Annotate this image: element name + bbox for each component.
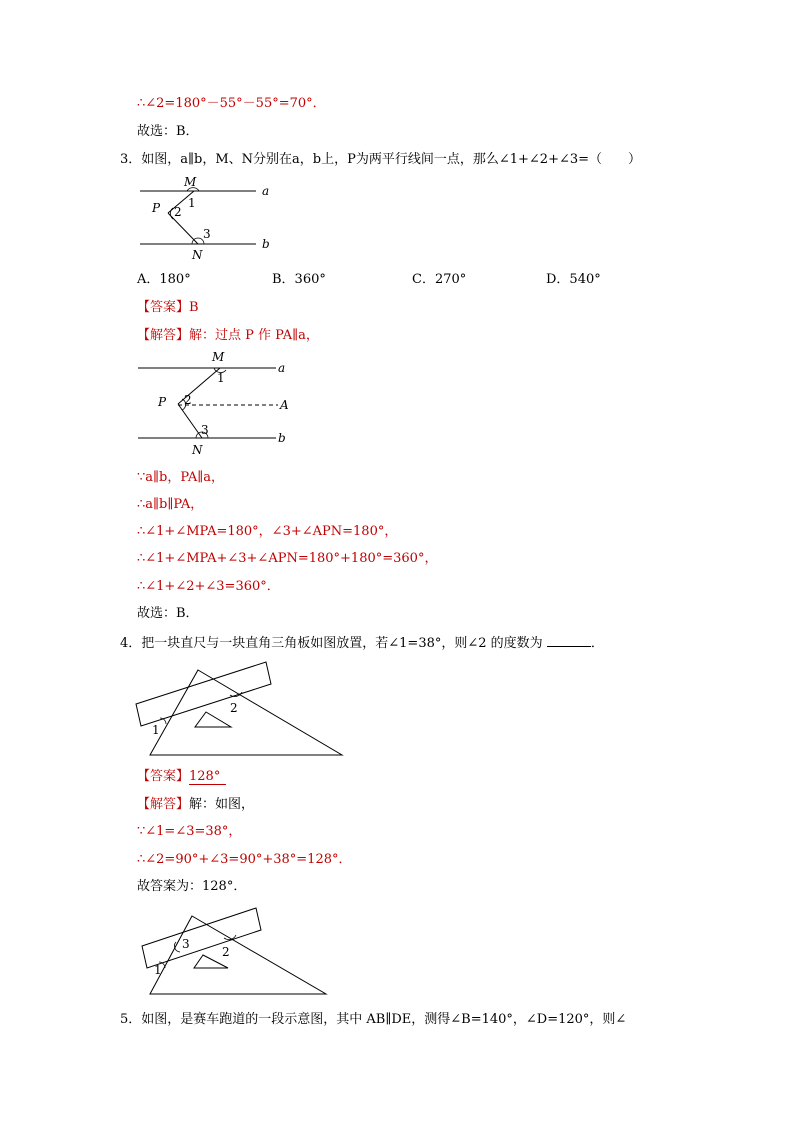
q3-option-d: D．540°: [546, 272, 601, 287]
q3-fig-label-3: 3: [203, 227, 211, 241]
q3-sol-label-A: A: [280, 398, 289, 412]
q3-conclusion: 故选：B．: [137, 606, 199, 621]
q3-solution-figure: [130, 344, 300, 462]
q4-sol-label-1: 1: [154, 963, 162, 977]
q3-fig-label-P: P: [152, 201, 161, 215]
q4-solution-line: [137, 797, 254, 813]
q4-solution-figure: [140, 904, 336, 1000]
q3-sol-label-a: a: [278, 361, 286, 375]
q4-answer: 128°: [189, 769, 226, 785]
q3-sol-label-2: 2: [184, 393, 192, 407]
q4-step-2: ∴∠2=90°+∠3=90°+38°=128°．: [137, 852, 352, 867]
q3-step-3: ∴∠1+∠MPA=180°，∠3+∠APN=180°，: [137, 524, 398, 539]
prev-solution-conclusion: 故选：B．: [137, 124, 199, 139]
q3-solution-label: 【解答】: [137, 328, 190, 343]
q3-stem: 3．如图，a∥b，M、N分别在a，b上，P为两平行线间一点，那么∠1+∠2+∠3=（ ）: [120, 152, 642, 167]
q5-stem: 5．如图，是赛车跑道的一段示意图，其中 AB∥DE，测得∠B=140°，∠D=120°，则∠: [120, 1012, 627, 1027]
q3-solution-line: [137, 328, 319, 344]
q4-step-1: ∵∠1=∠3=38°，: [137, 824, 242, 839]
q4-sol-label-3: 3: [182, 937, 190, 951]
q3-fig-label-b: b: [262, 237, 270, 251]
prev-solution-line-1: ∴∠2=180°－55°－55°=70°．: [137, 96, 326, 111]
q3-fig-label-M: M: [184, 175, 197, 189]
q3-figure: [130, 172, 290, 266]
q4-stem-end: ．: [590, 636, 604, 651]
q3-option-c: C．270°: [412, 272, 467, 287]
q3-answer-line: [137, 300, 199, 316]
q4-fig-label-1: 1: [152, 723, 160, 737]
q3-sol-label-N: N: [192, 443, 203, 457]
q3-fig-label-a: a: [262, 184, 270, 198]
q4-sol-label-2: 2: [222, 945, 230, 959]
q4-solution-label: 【解答】: [137, 797, 190, 812]
q3-step-1: ∵a∥b，PA∥a，: [137, 470, 225, 485]
q3-step-2: ∴a∥b∥PA，: [137, 497, 204, 512]
q3-sol-label-1: 1: [217, 371, 225, 385]
q4-stem-text: 4．把一块直尺与一块直角三角板如图放置，若∠1=38°，则∠2 的度数为: [120, 636, 543, 651]
q3-sol-label-3: 3: [201, 423, 209, 437]
q4-conclusion: 故答案为：128°．: [137, 879, 247, 894]
q3-fig-label-2: 2: [174, 205, 182, 219]
q4-answer-label: 【答案】: [137, 769, 190, 784]
q3-option-a: A．180°: [137, 272, 191, 287]
q4-solution-intro: 解：如图，: [189, 797, 255, 812]
q3-sol-label-P: P: [158, 395, 167, 409]
q3-step-4: ∴∠1+∠MPA+∠3+∠APN=180°+180°=360°，: [137, 551, 438, 566]
q4-fig-label-2: 2: [230, 701, 238, 715]
q3-sol-label-b: b: [278, 431, 286, 445]
q3-step-5: ∴∠1+∠2+∠3=360°．: [137, 579, 280, 594]
q3-option-b: B．360°: [272, 272, 326, 287]
q3-answer: B: [189, 300, 199, 315]
q3-answer-label: 【答案】: [137, 300, 190, 315]
q4-stem: [120, 634, 604, 652]
q4-answer-blank: [547, 634, 591, 647]
q4-answer-line: [137, 769, 226, 785]
q4-figure: [134, 660, 348, 760]
q3-solution-intro: 解：过点 P 作 PA∥a，: [189, 328, 319, 343]
q3-fig-label-1: 1: [188, 196, 196, 210]
q3-sol-label-M: M: [212, 350, 225, 364]
q3-fig-label-N: N: [192, 248, 203, 262]
